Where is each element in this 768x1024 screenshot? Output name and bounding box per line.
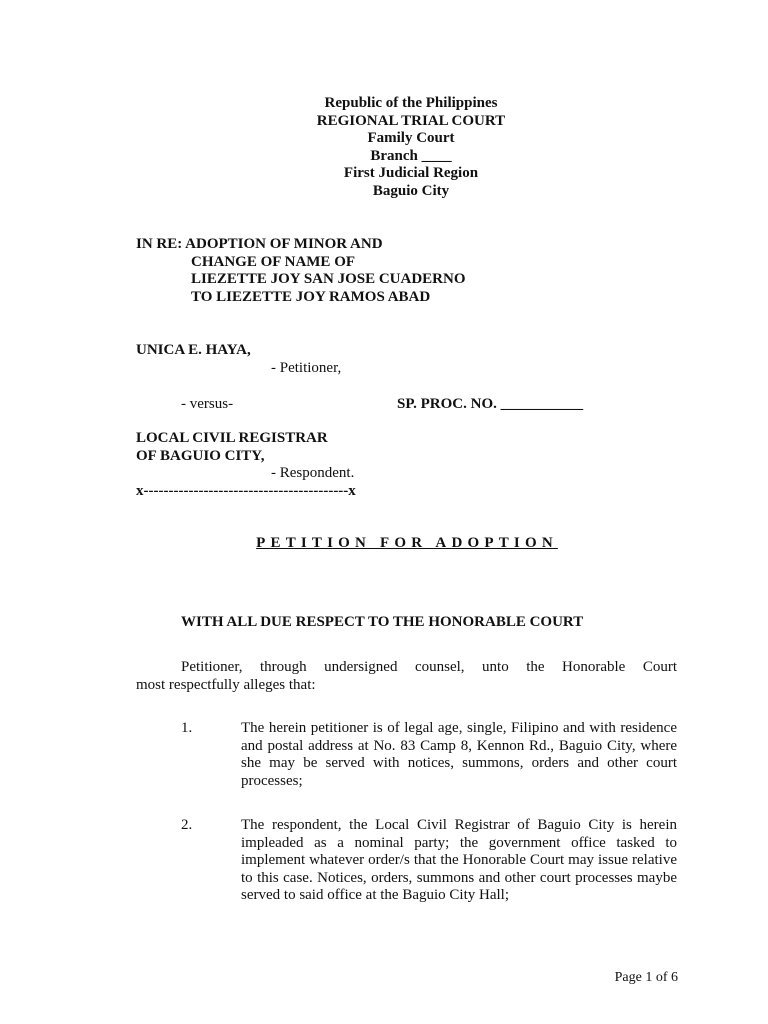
page-number: Page 1 of 6 [614,970,678,985]
petitioner-name: UNICA E. HAYA, [136,342,251,358]
court-header-region: First Judicial Region [343,165,479,181]
court-header-rtc: REGIONAL TRIAL COURT [316,112,506,129]
case-in-re-line2: CHANGE OF NAME OF [191,253,356,270]
allegation-text: The herein petitioner is of legal age, single, Filipino and with residence and postal address at No. 83 Camp 8, Kennon Rd., Baguio City, where she may be served with notices, summons, orders and other court processes; [241,720,677,789]
respondent-name-line1: LOCAL CIVIL REGISTRAR [136,430,328,446]
allegation-text: The respondent, the Local Civil Registrar of Baguio City is herein impleaded as a nominal party; the government office tasked to implement whatever order/s that the Honorable Court may issue relative to this case. Notices, orders, summons and other court processes maybe served to said office at the Baguio City Hall; [241,817,677,903]
case-in-re-line1: IN RE: ADOPTION OF MINOR AND [136,236,383,252]
respondent-role: - Respondent. [271,465,355,481]
case-in-re-line3: LIEZETTE JOY SAN JOSE CUADERNO [191,271,466,287]
allegation-number: 2. [181,817,193,833]
document-title: PETITION FOR ADOPTION [256,535,558,551]
case-in-re-line4: TO LIEZETTE JOY RAMOS ABAD [191,288,431,305]
court-header [0,95,768,200]
sp-proc-number: SP. PROC. NO. ___________ [397,396,584,412]
caption-separator: x-----------------------------------------x [136,482,356,499]
court-header-family-court: Family Court [367,130,455,146]
court-header-city: Baguio City [372,182,450,199]
intro-paragraph [136,659,677,694]
intro-line2: most respectfully alleges that: [136,676,316,693]
allegation-number: 1. [181,720,193,736]
court-header-republic: Republic of the Philippines [324,95,498,111]
petitioner-role: - Petitioner, [271,359,342,376]
salutation: WITH ALL DUE RESPECT TO THE HONORABLE COURT [181,614,584,630]
court-header-branch: Branch ____ [370,147,452,164]
respondent-name-line2: OF BAGUIO CITY, [136,447,265,464]
intro-line1: Petitioner, through undersigned counsel, unto the Honorable Court [181,659,677,675]
versus-label: - versus- [181,396,234,412]
